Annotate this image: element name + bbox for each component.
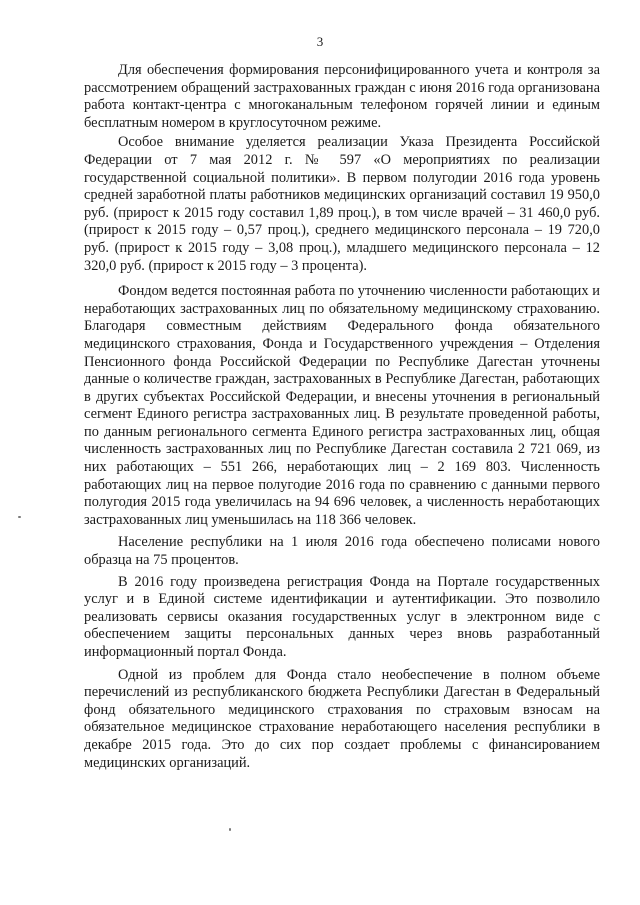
paragraph-budget-problem: Одной из проблем для Фонда стало необеспечение в полном объеме перечислений из республиканского бюджета Республики Дагестан в Федеральный фонд обязательного медицинского страхования по страховым взносам на обязательное медицинское страхование неработающего населения республики в декабре 2015 года. Это до сих пор создает проблемы с финансированием медицинских организаций. [84,666,600,771]
page-number: 3 [316,34,324,49]
scan-speck [18,516,21,518]
paragraph-gosuslugi: В 2016 году произведена регистрация Фонда на Портале государственных услуг и в Единой системе идентификации и аутентификации. Это позволило реализовать сервисы оказания государственных услуг в электронном виде с обеспечением защиты персональных данных через вновь разработанный информационный портал Фонда. [84,573,600,660]
paragraph-salary-decree: Особое внимание уделяется реализации Указа Президента Российской Федерации от 7 мая 2012 г. № 597 «О мероприятиях по реализации государственной социальной политики». В первом полугодии 2016 года уровень средней заработной платы работников медицинских организаций составил 19 950,0 руб. (прирост к 2015 году составил 1,89 проц.), в том числе врачей – 31 460,0 руб. (прирост к 2015 году – 0,57 проц.), среднего медицинского персонала – 19 720,0 руб. (прирост к 2015 году – 3,08 проц.), младшего медицинского персонала – 12 320,0 руб. (прирост к 2015 году – 3 процента). [84,134,600,274]
paragraph-insured-count: Фондом ведется постоянная работа по уточнению численности работающих и неработающих застрахованных лиц по обязательному медицинскому страхованию. Благодаря совместным действиям Федерального фонда обязательного медицинского страхования, Фонда и Государственного учреждения – Отделения Пенсионного фонда Российской Федерации по Республике Дагестан уточнены данные о количестве граждан, застрахованных в Республике Дагестан, работающих в других субъектах Российской Федерации, и внесены уточнения в региональный сегмент Единого регистра застрахованных лиц. В результате проведенной работы, по данным регионального сегмента Единого регистра застрахованных лиц, общая численность застрахованных лиц по Республике Дагестан составила 2 721 069, из них работающих – 551 266, неработающих лиц – 2 169 803. Численность работающих лиц на первое полугодие 2016 года по сравнению с данными первого полугодия 2015 года увеличилась на 94 696 человек, а численность неработающих застрахованных лиц уменьшилась на 118 366 человек. [84,283,600,528]
paragraph-policies: Население республики на 1 июля 2016 года обеспечено полисами нового образца на 75 процентов. [84,534,600,569]
scan-speck [229,828,231,831]
document-body [84,62,600,778]
paragraph-contact-center: Для обеспечения формирования персонифицированного учета и контроля за рассмотрением обращений застрахованных граждан с июня 2016 года организована работа контакт-центра с многоканальным телефоном горячей линии и единым бесплатным номером в круглосуточном режиме. [84,62,600,131]
